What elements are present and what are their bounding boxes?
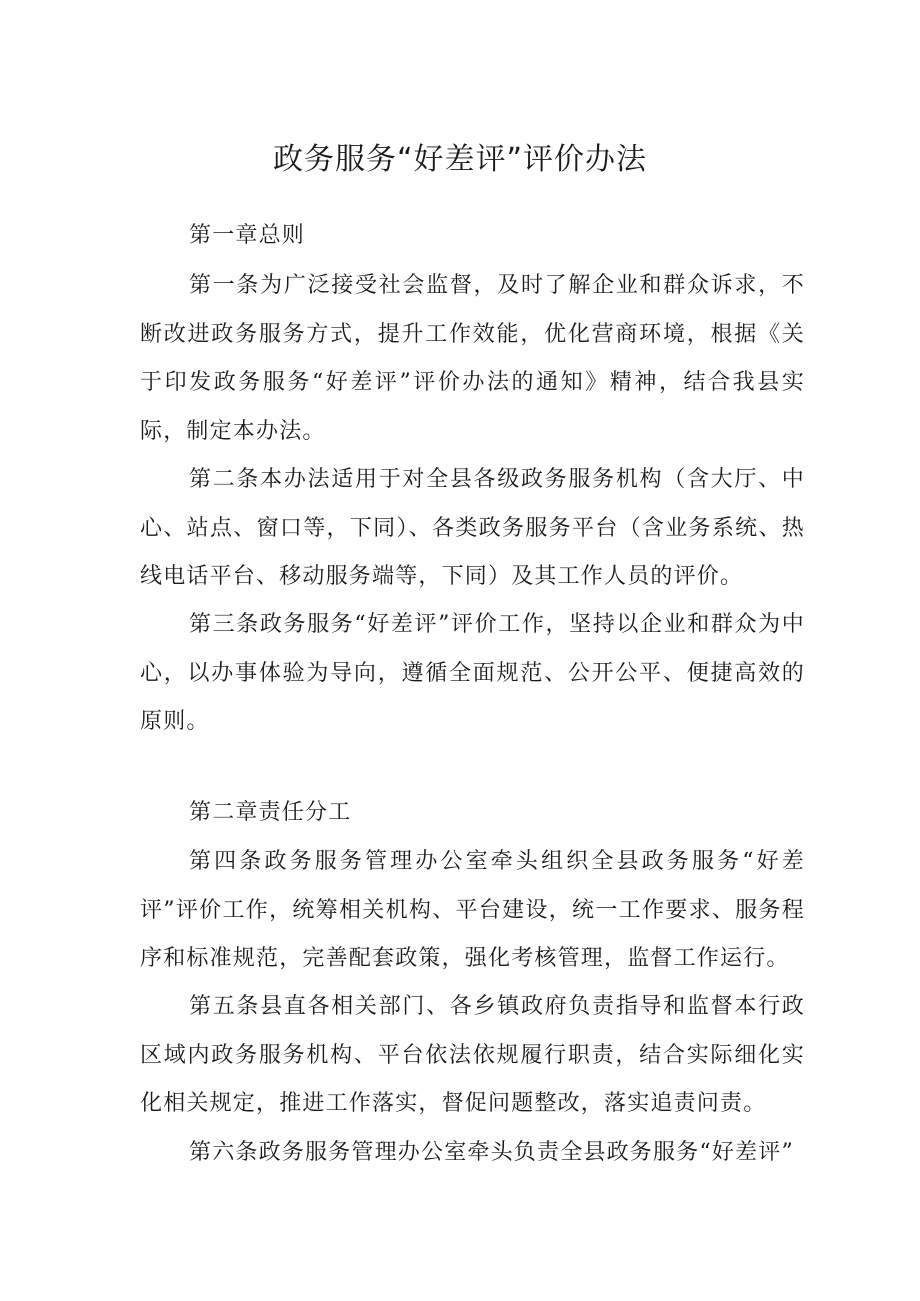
article-3: 第三条政务服务“好差评”评价工作，坚持以企业和群众为中心，以办事体验为导向，遵循全面规范、公开公平、便捷高效的原则。 <box>140 612 805 734</box>
article-6: 第六条政务服务管理办公室牵头负责全县政务服务“好差评” <box>189 1140 794 1165</box>
chapter-1-heading: 第一章总则 <box>189 223 306 248</box>
article-4: 第四条政务服务管理办公室牵头组织全县政务服务“好差评”评价工作，统筹相关机构、平台建设，统一工作要求、服务程序和标准规范，完善配套政策，强化考核管理，监督工作运行。 <box>140 849 805 971</box>
article-5: 第五条县直各相关部门、各乡镇政府负责指导和监督本行政区域内政务服务机构、平台依法依规履行职责，结合实际细化实化相关规定，推进工作落实，督促问题整改，落实追责问责。 <box>140 994 805 1116</box>
article-1: 第一条为广泛接受社会监督，及时了解企业和群众诉求，不断改进政务服务方式，提升工作效能，优化营商环境，根据《关于印发政务服务“好差评”评价办法的通知》精神，结合我县实际，制定本办法。 <box>140 273 805 444</box>
document-title: 政务服务“好差评”评价办法 <box>272 142 648 177</box>
chapter-2-heading: 第二章责任分工 <box>189 800 352 825</box>
article-2: 第二条本办法适用于对全县各级政务服务机构（含大厅、中心、站点、窗口等，下同）、各类政务服务平台（含业务系统、热线电话平台、移动服务端等，下同）及其工作人员的评价。 <box>140 467 805 589</box>
